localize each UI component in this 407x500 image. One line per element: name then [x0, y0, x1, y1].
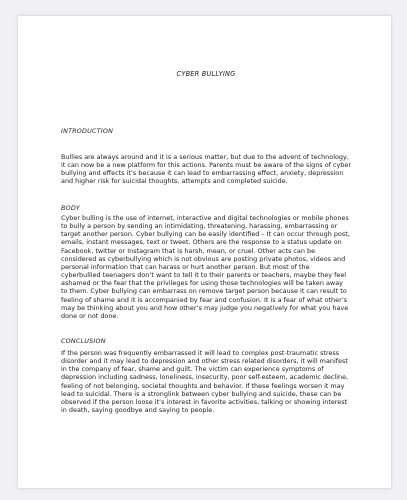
section-heading-body: BODY: [61, 204, 81, 212]
section-heading-introduction: INTRODUCTION: [61, 127, 114, 135]
section-text-introduction: Bullies are always around and it is a serious matter, but due to the advent of technology, it can now be a new platform for this actions. Parents must be aware of the signs of cyber bullying and effects it’s because it can lead to embarrassing effect, anxiety, depression and higher risk for suicidal thoughts, attempts and completed suicide.: [61, 153, 351, 186]
document-page: [18, 16, 391, 488]
section-heading-conclusion: CONCLUSION: [61, 337, 106, 345]
document-title: CYBER BULLYING: [176, 70, 236, 78]
section-text-conclusion: If the person was frequently embarrassed it will lead to complex post-traumatic stress disorder and it may lead to depression and other stress related disorders, it will manifest in the company of fear, shame and guilt. The victim can experience symptoms of depression including sadness, loneliness, insecurity, poor self-esteem, academic decline, feeling of not belonging, societal thoughts and behavior. If these feelings worsen it may lead to suicidal. There is a stronglink between cyber bullying and suicide, these can be observed if the person loose it’s interest in favorite activities, talking or showing interest in death, saying goodbye and saying to people.: [61, 349, 349, 415]
section-text-body: Cyber bulling is the use of internet, interactive and digital technologies or mobile phones to bully a person by sending an intimidating, threatening, harassing, embarrassing or target another person. Cyber bullying can be easily identified – It can occur through post, emails, instant messages, text or tweet. Others are the response to a status update on Facebook, twitter or Instagram that is harsh, mean, or cruel. Other acts can be considered as cyberbullying which is not obvious are posting private photos, videos and personal information that can harass or hurt another person. But most of the cyberbullied teenagers don’t want to tell it to their parents or teachers, maybe they feel ashamed or the fear that the privileges for using those technologies will be taken away to them. Cyber bullying can embarrass on remove target person because it can result to feeling of shame and it is accompanied by fear and confusion. It is a fear of what other’s may be thinking about you and how other’s may judge you negatively for what you have done or not done.: [61, 214, 350, 320]
